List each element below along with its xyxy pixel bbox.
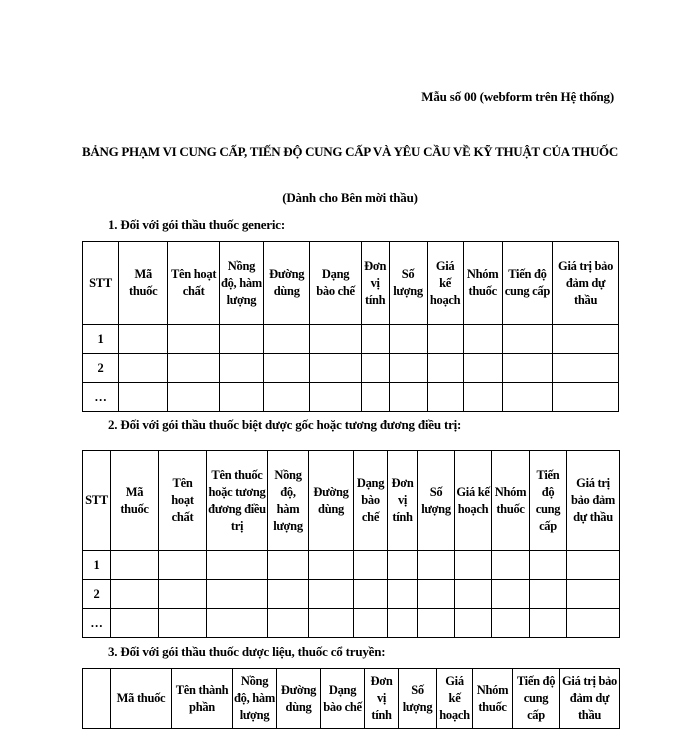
table-cell[interactable] [119,383,168,412]
table-cell[interactable] [207,609,268,638]
table-cell[interactable] [219,325,263,354]
section-2-heading: 2. Đối với gói thầu thuốc biệt dược gốc hoặc tương đương điều trị: [108,417,462,432]
column-header: Tiến độ cung cấp [502,242,552,325]
column-header: Số lượng [389,242,427,325]
table-header-row [83,451,620,551]
table-cell[interactable] [268,609,309,638]
column-header: Mã thuốc [111,451,159,551]
document-subtitle: (Dành cho Bên mời thầu) [282,190,418,205]
column-header: Số lượng [418,451,455,551]
column-header: Giá kế hoạch [455,451,492,551]
column-header: Giá kế hoạch [437,669,473,729]
table-header-row [83,669,620,729]
table-cell[interactable] [427,354,463,383]
table-cell[interactable] [111,609,159,638]
generic-drugs-table [82,241,619,412]
table-cell[interactable] [207,551,268,580]
column-header: STT [83,242,119,325]
section-1-heading: 1. Đối với gói thầu thuốc generic: [108,217,285,232]
column-header: Tên thành phần [172,669,233,729]
table-cell[interactable] [159,551,207,580]
table-cell[interactable] [418,580,455,609]
column-header: Nhóm thuốc [492,451,530,551]
table-cell[interactable] [492,609,530,638]
table-cell[interactable] [388,551,418,580]
table-cell[interactable] [418,551,455,580]
table-cell[interactable] [388,609,418,638]
table-cell[interactable] [219,354,263,383]
column-header: Tên hoạt chất [168,242,219,325]
column-header: Đơn vị tính [388,451,418,551]
table-cell[interactable] [159,609,207,638]
table-header-row [83,242,619,325]
table-cell[interactable] [455,580,492,609]
table-cell[interactable] [502,325,552,354]
table-cell[interactable] [268,551,309,580]
table-cell[interactable] [168,325,219,354]
table-cell[interactable] [354,551,388,580]
table-cell[interactable] [455,609,492,638]
column-header: Mã thuốc [119,242,168,325]
table-cell[interactable] [567,580,620,609]
column-header: Mã thuốc [111,669,172,729]
table-cell[interactable] [219,383,263,412]
table-cell[interactable] [455,551,492,580]
column-header: Giá kế hoạch [427,242,463,325]
table-row [83,325,619,354]
table-row [83,580,620,609]
table-cell[interactable] [389,325,427,354]
column-header: Đơn vị tính [365,669,399,729]
table-cell[interactable] [567,609,620,638]
table-cell[interactable] [354,580,388,609]
table-cell[interactable] [463,383,502,412]
table-cell[interactable] [492,580,530,609]
table-cell[interactable] [309,609,354,638]
row-number: 1 [83,551,111,580]
column-header: Dạng bào chế [354,451,388,551]
table-cell[interactable] [111,580,159,609]
table-cell[interactable] [388,580,418,609]
table-cell[interactable] [310,383,361,412]
table-cell[interactable] [361,354,389,383]
table-cell[interactable] [492,551,530,580]
row-number: 2 [83,580,111,609]
table-cell[interactable] [168,354,219,383]
column-header: Nồng độ, hàm lượng [233,669,277,729]
table-cell[interactable] [418,609,455,638]
document-title: BẢNG PHẠM VI CUNG CẤP, TIẾN ĐỘ CUNG CẤP VÀ YÊU CẦU VỀ KỸ THUẬT CỦA THUỐC [82,144,618,159]
table-cell[interactable] [310,354,361,383]
column-header: Tiến độ cung cấp [530,451,567,551]
table-cell[interactable] [389,354,427,383]
table-cell[interactable] [553,354,619,383]
table-cell[interactable] [309,580,354,609]
column-header: Đường dùng [309,451,354,551]
row-number: … [83,383,119,412]
column-header: Giá trị bảo đảm dự thầu [567,451,620,551]
section-3-heading: 3. Đối với gói thầu thuốc dược liệu, thuốc cổ truyền: [108,644,386,659]
table-cell[interactable] [389,383,427,412]
table-cell[interactable] [463,354,502,383]
table-cell[interactable] [168,383,219,412]
table-cell[interactable] [309,551,354,580]
table-cell[interactable] [119,354,168,383]
column-header: Giá trị bảo đảm dự thầu [560,669,620,729]
table-cell[interactable] [502,354,552,383]
table-cell[interactable] [553,325,619,354]
table-cell[interactable] [463,325,502,354]
table-cell[interactable] [530,551,567,580]
form-number: Mẫu số 00 (webform trên Hệ thống) [421,89,614,104]
table-cell[interactable] [264,354,310,383]
column-header: Đơn vị tính [361,242,389,325]
column-header: Nồng độ, hàm lượng [219,242,263,325]
column-header: Nhóm thuốc [473,669,513,729]
table-row [83,354,619,383]
table-row [83,551,620,580]
row-number: … [83,609,111,638]
table-cell[interactable] [553,383,619,412]
table-cell[interactable] [268,580,309,609]
row-number: 1 [83,325,119,354]
table-cell[interactable] [502,383,552,412]
table-cell[interactable] [159,580,207,609]
table-row [83,609,620,638]
table-cell[interactable] [427,383,463,412]
table-cell[interactable] [530,580,567,609]
table-cell[interactable] [530,609,567,638]
column-header: Nồng độ, hàm lượng [268,451,309,551]
column-header: Số lượng [399,669,437,729]
brand-name-drugs-table [82,450,620,638]
table-cell[interactable] [119,325,168,354]
herbal-drugs-table [82,668,620,729]
column-header: Nhóm thuốc [463,242,502,325]
column-header: Đường dùng [277,669,321,729]
table-cell[interactable] [111,551,159,580]
table-cell[interactable] [361,325,389,354]
table-cell[interactable] [567,551,620,580]
table-cell[interactable] [264,325,310,354]
column-header: Đường dùng [264,242,310,325]
column-header [83,669,111,729]
table-row [83,383,619,412]
table-cell[interactable] [310,325,361,354]
column-header: Dạng bào chế [310,242,361,325]
column-header: Dạng bào chế [321,669,365,729]
table-cell[interactable] [354,609,388,638]
column-header: Tiến độ cung cấp [513,669,560,729]
column-header: STT [83,451,111,551]
table-cell[interactable] [427,325,463,354]
table-cell[interactable] [361,383,389,412]
column-header: Tên thuốc hoặc tương đương điều trị [207,451,268,551]
row-number: 2 [83,354,119,383]
table-cell[interactable] [264,383,310,412]
column-header: Giá trị bảo đảm dự thầu [553,242,619,325]
column-header: Tên hoạt chất [159,451,207,551]
table-cell[interactable] [207,580,268,609]
